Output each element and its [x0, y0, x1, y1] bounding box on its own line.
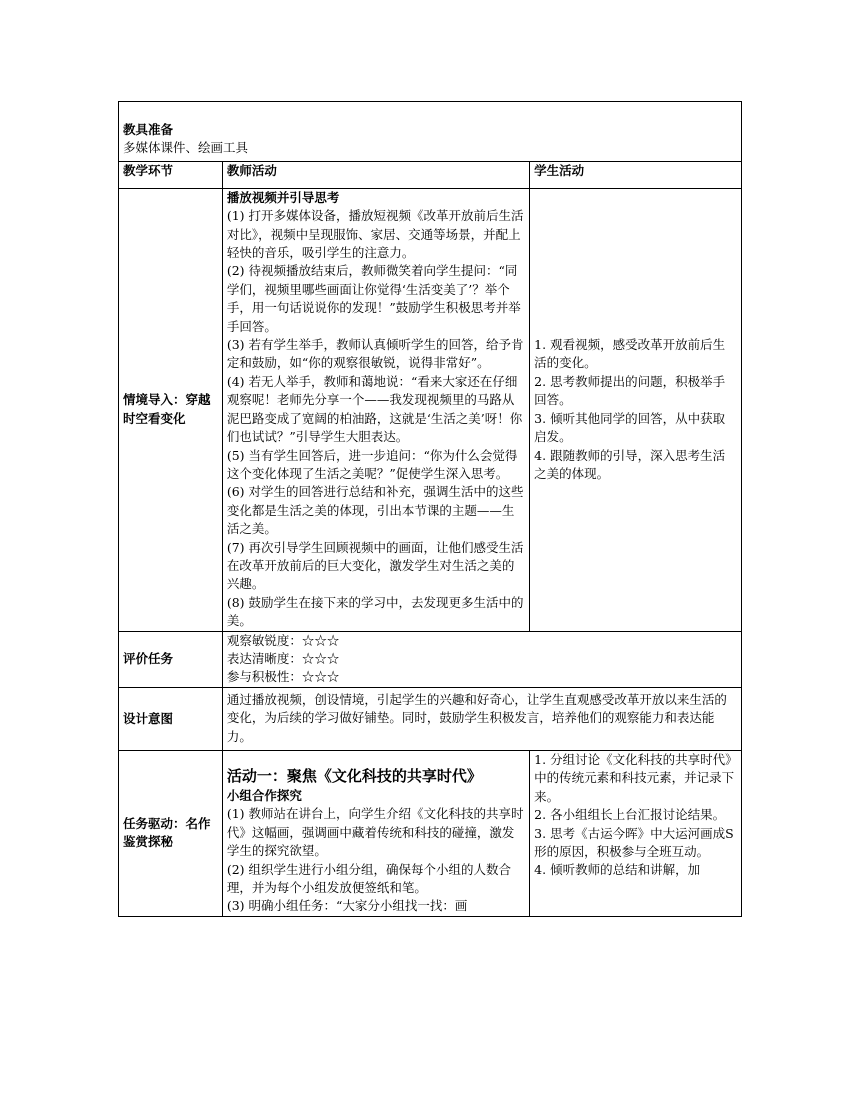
section1-teacher-item: (3) 若有学生举手，教师认真倾听学生的回答，给予肯定和鼓励，如“你的观察很敏锐，说得非常好”。 — [226, 337, 524, 371]
prep-row — [119, 102, 742, 162]
evaluation-item: 参与积极性：☆☆☆ — [226, 669, 340, 685]
prep-cell — [119, 102, 742, 162]
section1-teacher-item: (8) 鼓励学生在接下来的学习中，去发现更多生活中的美。 — [226, 594, 524, 629]
section2-label: 任务驱动：名作鉴赏探秘 — [119, 751, 223, 917]
header-student: 学生活动 — [530, 161, 742, 188]
evaluation-row — [119, 631, 742, 687]
evaluation-label: 评价任务 — [119, 631, 223, 687]
intent-text: 通过播放视频，创设情境，引起学生的兴趣和好奇心，让学生直观感受改革开放以来生活的变化，为后续的学习做好铺垫。同时，鼓励学生积极发言，培养他们的观察能力和表达能力。 — [226, 691, 727, 744]
section1-student-item: 4. 跟随教师的引导，深入思考生活之美的体现。 — [534, 447, 726, 481]
section1-student-item: 1. 观看视频，感受改革开放前后生活的变化。 — [534, 337, 726, 371]
section1-teacher-item: (6) 对学生的回答进行总结和补充，强调生活中的这些变化都是生活之美的体现，引出本节课的主题——生活之美。 — [226, 484, 524, 537]
section2-student-item: 1. 分组讨论《文化科技的共享时代》中的传统元素和科技元素，并记录下来。 — [534, 752, 735, 804]
section1-teacher-item: (2) 待视频播放结束后，教师微笑着向学生提问：“同学们，视频里哪些画面让你觉得‘生活变美了’？举个手，用一句话说说你的发现！”鼓励学生积极思考并举手回答。 — [226, 263, 521, 334]
intent-row — [119, 687, 742, 750]
evaluation-item: 表达清晰度：☆☆☆ — [226, 650, 340, 666]
section1-teacher-item: (1) 打开多媒体设备，播放短视频《改革开放前后生活对比》，视频中呈现服饰、家居、交通等场景，并配上轻快的音乐，吸引学生的注意力。 — [226, 208, 524, 261]
section2-student-item: 3. 思考《古运今晖》中大运河画成S形的原因，积极参与全班互动。 — [534, 825, 734, 860]
section2-student-cell — [530, 751, 742, 917]
section1-teacher-cell — [222, 188, 529, 631]
section1-teacher-item: (7) 再次引导学生回顾视频中的画面，让他们感受生活在改革开放前后的巨大变化，激发学生对生活之美的兴趣。 — [226, 539, 524, 592]
section1-teacher-item: (5) 当有学生回答后，进一步追问：“你为什么会觉得这个变化体现了生活之美呢？”促使学生深入思考。 — [226, 447, 518, 481]
header-stage: 教学环节 — [119, 161, 223, 188]
evaluation-cell — [222, 631, 741, 687]
header-teacher: 教师活动 — [222, 161, 529, 188]
section2-teacher-item: (1) 教师站在讲台上，向学生介绍《文化科技的共享时代》这幅画，强调画中藏着传统和科技的碰撞，激发学生的探究欲望。 — [226, 806, 524, 859]
intent-cell — [222, 687, 741, 750]
section2-student-item: 2. 各小组组长上台汇报讨论结果。 — [534, 807, 726, 823]
section1-student-item: 2. 思考教师提出的问题，积极举手回答。 — [534, 373, 726, 408]
section1-student-cell — [530, 188, 742, 631]
intent-label: 设计意图 — [119, 687, 223, 750]
section2-teacher-title: 小组合作探究 — [226, 788, 302, 803]
section2-teacher-item: (3) 明确小组任务：“大家分小组找一找：画 — [226, 898, 468, 914]
section2-student-item: 4. 倾听教师的总结和讲解，加 — [534, 862, 701, 878]
lesson-plan-table — [118, 101, 742, 917]
section2-teacher-cell — [222, 751, 529, 917]
header-row — [119, 161, 742, 188]
section1-label: 情境导入：穿越时空看变化 — [119, 188, 223, 631]
section2-row — [119, 751, 742, 917]
evaluation-item: 观察敏锐度：☆☆☆ — [226, 632, 340, 648]
section1-teacher-title: 播放视频并引导思考 — [226, 189, 340, 205]
activity-title: 活动一：聚焦《文化科技的共享时代》 — [226, 767, 482, 785]
section2-teacher-item: (2) 组织学生进行小组分组，确保每个小组的人数合理，并为每个小组发放便签纸和笔。 — [226, 861, 512, 896]
section1-row — [119, 188, 742, 631]
section1-teacher-item: (4) 若无人举手，教师和蔼地说：“看来大家还在仔细观察呢！老师先分享一个——我发现视频里的马路从泥巴路变成了宽阔的柏油路，这就是‘生活之美’呀！你们也试试？”引导学生大胆表达。 — [226, 373, 523, 445]
prep-content: 多媒体课件、绘画工具 — [123, 140, 249, 156]
prep-title: 教具准备 — [123, 122, 174, 137]
section1-student-item: 3. 倾听其他同学的回答，从中获取启发。 — [534, 410, 726, 445]
